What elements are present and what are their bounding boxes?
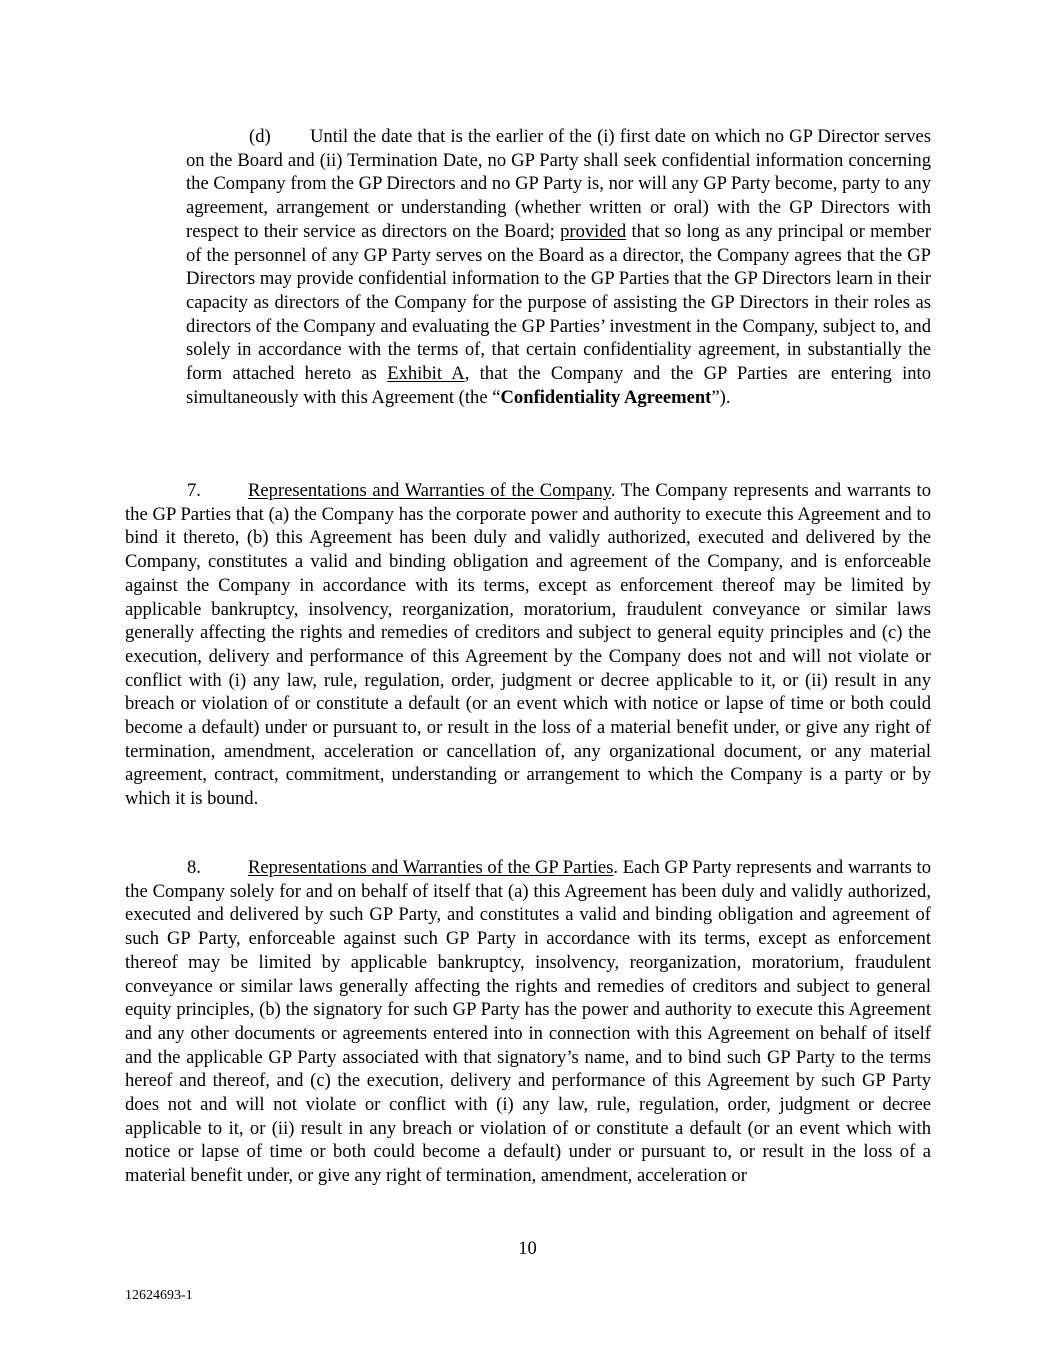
section-heading: Representations and Warranties of the Company — [248, 480, 611, 501]
provided-term: provided — [560, 220, 627, 242]
paragraph-text-part-3: , that the Company and the GP Parties are entering into simultaneously with this Agreement (the “ — [186, 363, 932, 408]
paragraph-text-part-2: that so long as any principal or member of the personnel of any GP Party serves on the Board as a director, the Company agrees that the GP Directors may provide confidential information to the GP Parties that the GP Directors learn in their capacity as directors of the Company for the purpose of assisting the GP Directors in their roles as directors of the Company and evaluating the GP Parties’ investment in the Company, subject to, and solely in accordance with the terms of, that certain confidentiality agreement, in substantially the form attached hereto as — [186, 220, 931, 385]
defined-term-confidentiality-agreement: Confidentiality Agreement — [500, 386, 712, 408]
section-8 — [125, 856, 931, 1188]
paragraph-text-part-4: ”). — [711, 386, 731, 408]
exhibit-a-reference: Exhibit A — [387, 363, 465, 385]
paragraph-6d — [186, 125, 931, 409]
section-text: . The Company represents and warrants to the GP Parties that (a) the Company has the corporate power and authority to execute this Agreement and to bind it thereto, (b) this Agreement has been duly and validly authorized, executed and delivered by the Company, constitutes a valid and binding obligation and agreement of the Company, and is enforceable against the Company in accordance with its terms, except as enforcement thereof may be limited by applicable bankruptcy, insolvency, reorganization, moratorium, fraudulent conveyance or similar laws generally affecting the rights and remedies of creditors and subject to general equity principles and (c) the execution, delivery and performance of this Agreement by the Company does not and will not violate or conflict with (i) any law, rule, regulation, order, judgment or decree applicable to it, or (ii) result in any breach or violation of or constitute a default (or an event which with notice or lapse of time or both could become a default) under or pursuant to, or result in the loss of a material benefit under, or give any right of termination, amendment, acceleration or cancellation of, any organizational document, or any material agreement, contract, commitment, understanding or arrangement to which the Company is a party or by which it is bound. — [125, 480, 931, 810]
paragraph-label: (d) — [249, 126, 271, 147]
section-7 — [125, 479, 931, 811]
paragraph-text-part-1: Until the date that is the earlier of the (i) first date on which no GP Director serves on the Board and (ii) Termination Date, no GP Party shall seek confidential information concerning the Company from the GP Directors and no GP Party is, nor will any GP Party become, party to any agreement, arrangement or understanding (whether written or oral) with the GP Directors with respect to their service as directors on the Board; — [186, 126, 931, 242]
section-text: . Each GP Party represents and warrants to the Company solely for and on behalf of itself that (a) this Agreement has been duly and validly authorized, executed and delivered by such GP Party, and constitutes a valid and binding obligation and agreement of such GP Party, enforceable against such GP Party in accordance with its terms, except as enforcement thereof may be limited by applicable bankruptcy, insolvency, reorganization, moratorium, fraudulent conveyance or similar laws generally affecting the rights and remedies of creditors and subject to general equity principles, (b) the signatory for such GP Party has the power and authority to execute this Agreement and any other documents or agreements entered into in connection with this Agreement on behalf of itself and the applicable GP Party associated with that signatory’s name, and to bind such GP Party to the terms hereof and thereof, and (c) the execution, delivery and performance of this Agreement by such GP Party does not and will not violate or conflict with (i) any law, rule, regulation, order, judgment or decree applicable to it, or (ii) result in any breach or violation of or constitute a default (or an event which with notice or lapse of time or both could become a default) under or pursuant to, or result in the loss of a material benefit under, or give any right of termination, amendment, acceleration or — [125, 857, 932, 1187]
section-number: 8. — [187, 857, 201, 878]
page-number: 10 — [518, 1238, 537, 1259]
section-number: 7. — [187, 480, 201, 501]
section-heading: Representations and Warranties of the GP Parties — [248, 857, 614, 878]
document-id: 12624693-1 — [125, 1288, 193, 1303]
